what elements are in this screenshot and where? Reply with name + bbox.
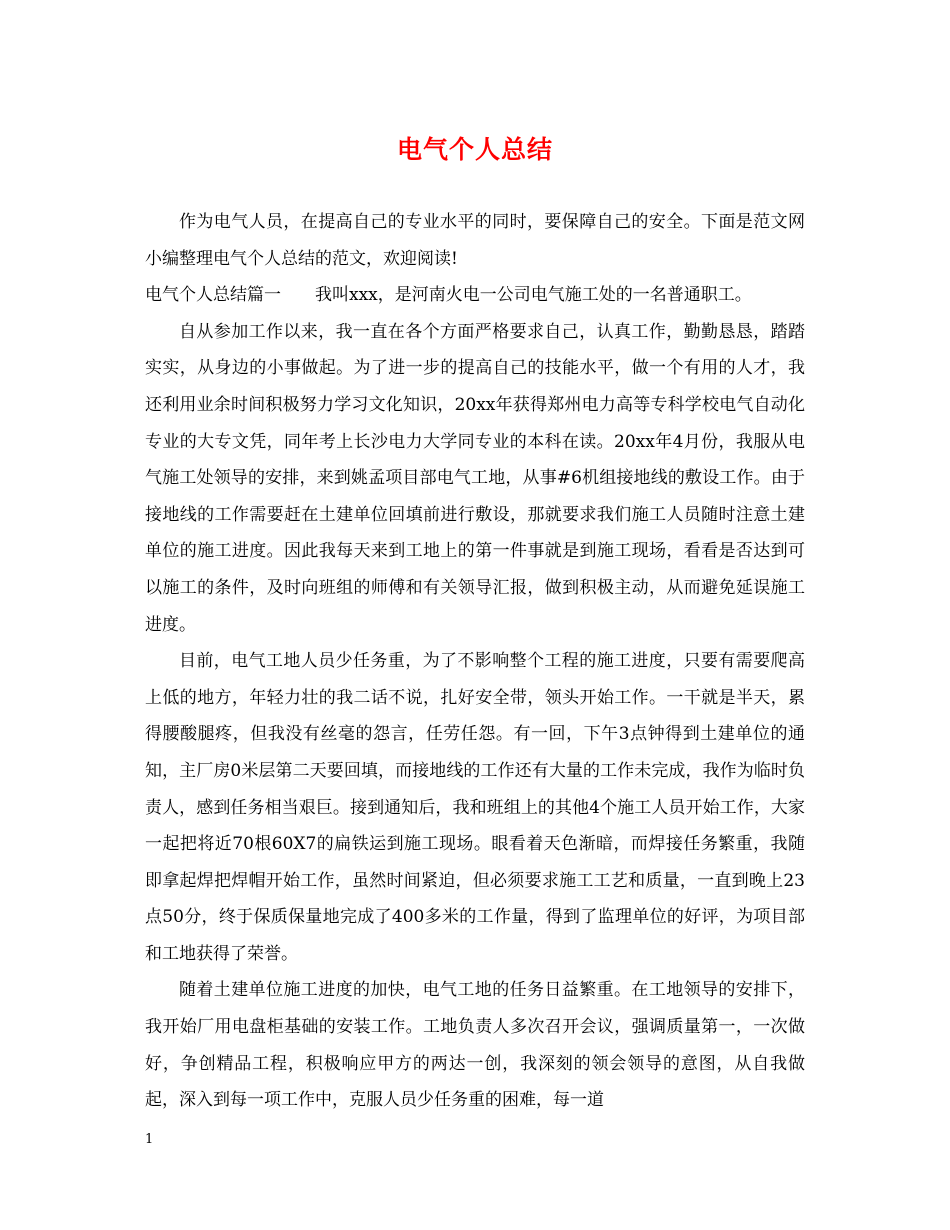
- intro-paragraph: 作为电气人员，在提高自己的专业水平的同时，要保障自己的安全。下面是范文网小编整理电气个人总结的范文，欢迎阅读!: [145, 212, 805, 269]
- page-number: 1: [145, 1132, 154, 1147]
- body-paragraph-3: 随着土建单位施工进度的加快，电气工地的任务日益繁重。在工地领导的安排下，我开始厂用电盘柜基础的安装工作。工地负责人多次召开会议，强调质量第一，一次做好，争创精品工程，积极响应甲方的两达一创，我深刻的领会领导的意图，从自我做起，深入到每一项工作中，克服人员少任务重的困难，每一道: [145, 980, 805, 1111]
- body-paragraph-2: 目前，电气工地人员少任务重，为了不影响整个工程的施工进度，只要有需要爬高上低的地方，年轻力壮的我二话不说，扎好安全带，领头开始工作。一干就是半天，累得腰酸腿疼，但我没有丝毫的怨言，任劳任怨。有一回，下午3点钟得到土建单位的通知，主厂房0米层第二天要回填，而接地线的工作还有大量的工作未完成，我作为临时负责人，感到任务相当艰巨。接到通知后，我和班组上的其他4个施工人员开始工作，大家一起把将近70根60X7的扁铁运到施工现场。眼看着天色渐暗，而焊接任务繁重，我随即拿起焊把焊帽开始工作，虽然时间紧迫，但必须要求施工工艺和质量，一直到晚上23点50分，终于保质保量地完成了400多米的工作量，得到了监理单位的好评，为项目部和工地获得了荣誉。: [145, 651, 805, 964]
- section-heading-line: [145, 277, 805, 314]
- section-intro: 我叫xxx，是河南火电一公司电气施工处的一名普通职工。: [315, 285, 752, 306]
- document-body: [145, 204, 805, 1119]
- document-title: 电气个人总结: [396, 135, 553, 164]
- body-paragraph-1: 自从参加工作以来，我一直在各个方面严格要求自己，认真工作，勤勤恳恳，踏踏实实，从身边的小事做起。为了进一步的提高自己的技能水平，做一个有用的人才，我还利用业余时间积极努力学习文化知识，20xx年获得郑州电力高等专科学校电气自动化专业的大专文凭，同年考上长沙电力大学同专业的本科在读。20xx年4月份，我服从电气施工处领导的安排，来到姚孟项目部电气工地，从事#6机组接地线的敷设工作。由于接地线的工作需要赶在土建单位回填前进行敷设，那就要求我们施工人员随时注意土建单位的施工进度。因此我每天来到工地上的第一件事就是到施工现场，看看是否达到可以施工的条件，及时向班组的师傅和有关领导汇报，做到积极主动，从而避免延误施工进度。: [145, 321, 805, 635]
- section-heading: 电气个人总结篇一: [145, 285, 281, 306]
